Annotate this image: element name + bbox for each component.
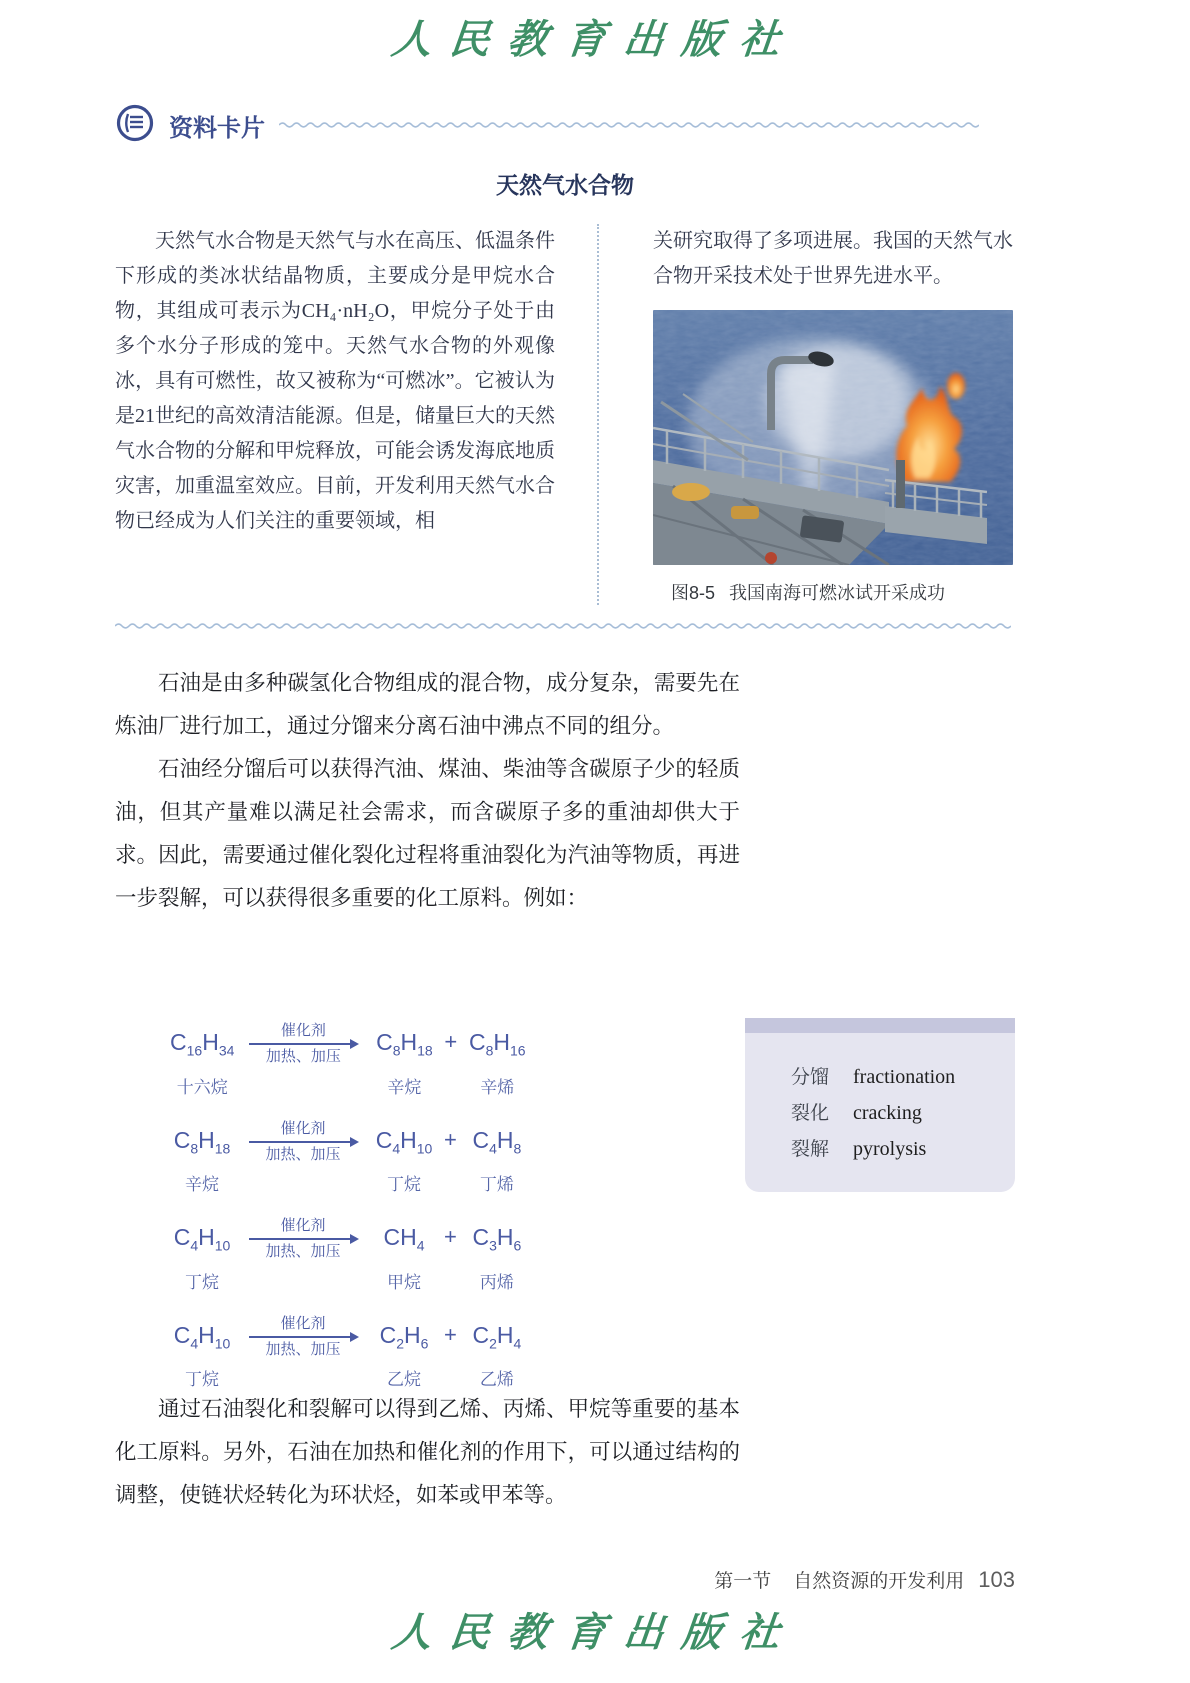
reaction-conditions	[244, 1315, 362, 1359]
reactant-formula: $C_4H_{10}$	[173, 1224, 231, 1254]
equation-butane-to-methane	[170, 1217, 640, 1293]
product-2-name: 丁烯	[479, 1175, 514, 1195]
reactant-name: 辛烷	[185, 1175, 219, 1195]
product-1	[372, 1217, 436, 1293]
product-1-name: 丁烷	[387, 1175, 421, 1195]
heat-pressure-label: 加热、加压	[265, 1243, 341, 1261]
vocabulary-box	[745, 1018, 1015, 1192]
card-right-text: 关研究取得了多项进展。我国的天然气水合物开采技术处于世界先进水平。	[653, 230, 1013, 287]
vocab-zh: 分馏	[791, 1067, 830, 1088]
reactant	[170, 1217, 234, 1293]
figure-caption	[653, 579, 1013, 605]
body-paragraphs	[115, 662, 740, 920]
equation-hexadecane-cracking	[170, 1022, 640, 1098]
publisher-logo-bottom: 人民教育出版社	[389, 1609, 801, 1656]
product-1-name: 乙烷	[387, 1370, 421, 1390]
product-1-name: 甲烷	[387, 1272, 421, 1292]
product-2-name: 辛烯	[480, 1077, 515, 1097]
plus-sign: +	[444, 1029, 458, 1054]
reactant-name: 丁烷	[185, 1272, 219, 1292]
reactant-formula: $C_4H_{10}$	[173, 1321, 231, 1352]
vocab-item-cracking	[791, 1098, 1005, 1125]
wavy-divider-bottom	[115, 621, 1015, 631]
data-card-header	[115, 103, 1015, 147]
card-title: 天然气水合物	[496, 172, 634, 198]
heat-pressure-label: 加热、加压	[265, 1340, 341, 1358]
vocab-item-pyrolysis	[791, 1134, 1005, 1161]
reactant-formula: $C_{16}H_{34}$	[170, 1029, 235, 1059]
product-1	[372, 1022, 436, 1098]
footer-chapter-title: 自然资源的开发利用	[793, 1571, 965, 1592]
vocab-item-fractionation	[791, 1062, 1005, 1089]
paragraph-chemical-feedstocks: 通过石油裂化和裂解可以得到乙烯、丙烯、甲烷等重要的基本化工原料。另外，石油在加热和催化剂的作用下，可以通过结构的调整，使链状烃转化为环状烃，如苯或甲苯等。	[115, 1397, 740, 1507]
card-right-column	[599, 224, 1013, 605]
catalyst-label: 催化剂	[280, 1314, 326, 1332]
product-2-formula: $C_3H_6$	[472, 1224, 522, 1254]
equation-butane-to-ethane	[170, 1315, 640, 1391]
body-paragraph-3-wrap	[115, 1388, 740, 1517]
publisher-logo-top: 人民教育出版社	[389, 16, 801, 63]
offshore-platform-flame-photo	[653, 310, 1013, 565]
plus-sign: +	[444, 1126, 457, 1152]
paragraph-petroleum-mixture: 石油是由多种碳氢化合物组成的混合物，成分复杂，需要先在炼油厂进行加工，通过分馏来分离石油中沸点不同的组分。	[115, 671, 740, 738]
product-2	[465, 1022, 529, 1098]
reactant-name: 十六烷	[176, 1077, 228, 1097]
catalyst-label: 催化剂	[280, 1217, 326, 1235]
catalyst-label: 催化剂	[280, 1119, 326, 1137]
page-footer	[115, 1566, 1015, 1593]
reactant-formula: $C_8H_{18}$	[173, 1126, 231, 1157]
heat-pressure-label: 加热、加压	[265, 1048, 341, 1065]
reactant	[170, 1022, 234, 1098]
product-2	[465, 1120, 529, 1196]
heat-pressure-label: 加热、加压	[265, 1145, 341, 1163]
product-2-formula: $C_4H_8$	[472, 1126, 522, 1157]
page-number: 103	[978, 1567, 1015, 1592]
vocabulary-box-body	[745, 1033, 1015, 1192]
product-2-formula: $C_2H_4$	[472, 1321, 522, 1352]
product-1-formula: $C_4H_{10}$	[375, 1126, 433, 1157]
data-card-icon	[115, 103, 155, 148]
cracking-equations	[170, 1022, 640, 1412]
figure-caption-text: 我国南海可燃冰试开采成功	[729, 583, 946, 603]
product-1-formula: $C_8H_{18}$	[376, 1029, 433, 1059]
card-left-column	[115, 224, 599, 605]
footer-section: 第一节	[714, 1571, 772, 1592]
reaction-conditions	[244, 1217, 362, 1261]
reaction-arrow-icon	[249, 1141, 357, 1143]
data-card-label: 资料卡片	[169, 114, 265, 142]
reaction-arrow-icon	[249, 1336, 357, 1338]
figure-8-5	[653, 310, 1013, 605]
product-1-name: 辛烷	[387, 1077, 422, 1097]
product-2-name: 乙烯	[479, 1370, 514, 1390]
equation-octane-cracking	[170, 1120, 640, 1196]
product-1	[372, 1315, 436, 1391]
figure-label: 图8-5	[671, 583, 716, 603]
product-2-name: 丙烯	[479, 1272, 514, 1292]
product-2	[465, 1315, 529, 1391]
reaction-conditions	[244, 1120, 362, 1164]
product-1-formula: $CH_4$	[383, 1224, 425, 1254]
reactant-name: 丁烷	[185, 1370, 219, 1390]
reactant	[170, 1315, 234, 1391]
reaction-arrow-icon	[249, 1238, 357, 1240]
paragraph-fractionation-cracking: 石油经分馏后可以获得汽油、煤油、柴油等含碳原子少的轻质油，但其产量难以满足社会需求，而含碳原子多的重油却供大于求。因此，需要通过催化裂化过程将重油裂化为汽油等物质，再进一步裂解，可以获得很多重要的化工原料。例如：	[115, 757, 740, 910]
reaction-arrow-icon	[249, 1043, 357, 1045]
vocab-zh: 裂化	[791, 1103, 830, 1124]
wavy-divider-top	[279, 120, 979, 130]
vocab-zh: 裂解	[791, 1139, 830, 1160]
product-1	[372, 1120, 436, 1196]
vocab-en: fractionation	[853, 1066, 956, 1088]
data-card	[115, 103, 1015, 631]
vocab-en: pyrolysis	[853, 1138, 927, 1160]
card-columns	[115, 224, 1015, 605]
reactant	[170, 1120, 234, 1196]
plus-sign: +	[444, 1321, 457, 1347]
product-1-formula: $C_2H_6$	[379, 1321, 429, 1352]
reaction-conditions	[244, 1022, 362, 1066]
vocabulary-box-header-strip	[745, 1018, 1015, 1033]
product-2-formula: $C_8H_{16}$	[468, 1029, 526, 1059]
card-left-text: 天然气水合物是天然气与水在高压、低温条件下形成的类冰状结晶物质，主要成分是甲烷水合物，其组成可表示为CH₄·nH₂O，甲烷分子处于由多个水分子形成的笼中。天然气水合物的外观像冰，具有可燃性，故又被称为“可燃冰”。它被认为是21世纪的高效清洁能源。但是，储量巨大的天然气水合物的分解和甲烷释放，可能会诱发海底地质灾害，加重温室效应。目前，开发利用天然气水合物已经成为人们关注的重要领域，相	[115, 230, 555, 532]
plus-sign: +	[444, 1224, 457, 1250]
catalyst-label: 催化剂	[280, 1022, 326, 1039]
vocab-en: cracking	[853, 1102, 922, 1124]
product-2	[465, 1217, 529, 1293]
